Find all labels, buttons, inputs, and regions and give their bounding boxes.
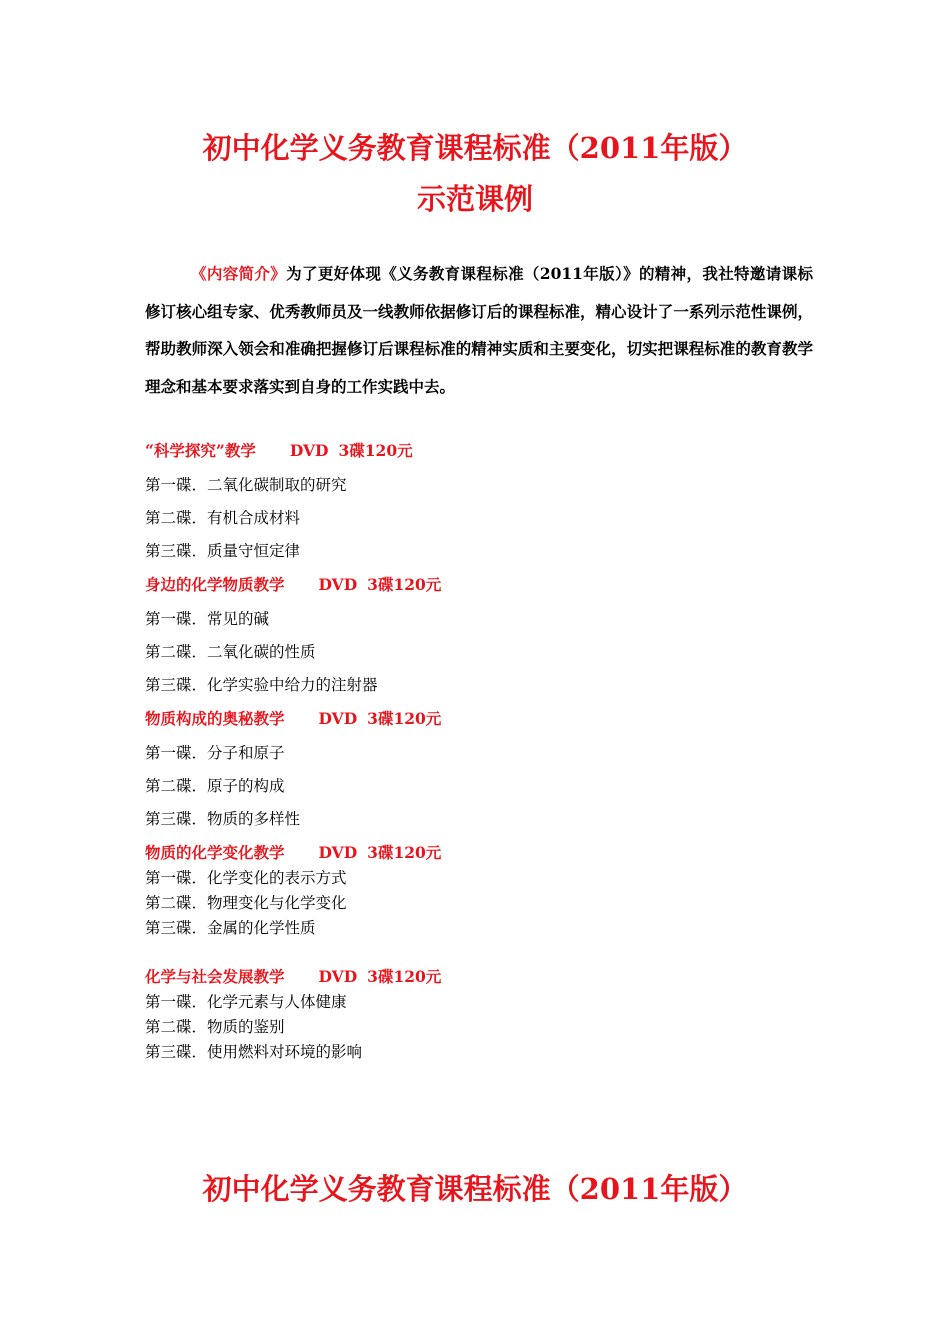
section-heading bbox=[145, 574, 441, 596]
section-name: 身边的化学物质教学 bbox=[145, 575, 285, 594]
disc-item: 第二碟．二氧化碳的性质 bbox=[145, 643, 316, 661]
disc-item: 第一碟．常见的碱 bbox=[145, 610, 270, 628]
document-title-repeat: 初中化学义务教育课程标准（2011年版） bbox=[202, 1172, 748, 1206]
section-format: DVD bbox=[318, 575, 358, 594]
section-price: 3碟120元 bbox=[367, 843, 442, 862]
disc-item: 第二碟．有机合成材料 bbox=[145, 509, 301, 527]
disc-item: 第三碟．质量守恒定律 bbox=[145, 542, 301, 560]
document-title: 初中化学义务教育课程标准（2011年版） bbox=[202, 131, 748, 165]
section-heading bbox=[145, 966, 441, 988]
disc-item: 第三碟．化学实验中给力的注射器 bbox=[145, 676, 378, 694]
section-heading bbox=[145, 708, 441, 730]
section-heading bbox=[145, 842, 441, 864]
disc-item: 第一碟．二氧化碳制取的研究 bbox=[145, 476, 347, 494]
disc-item: 第三碟．物质的多样性 bbox=[145, 810, 301, 828]
section-price: 3碟120元 bbox=[367, 709, 442, 728]
section-name: “科学探究”教学 bbox=[145, 441, 256, 460]
section-price: 3碟120元 bbox=[367, 575, 442, 594]
section-heading bbox=[145, 440, 413, 462]
disc-item: 第三碟．使用燃料对环境的影响 bbox=[145, 1043, 363, 1061]
section-format: DVD bbox=[318, 967, 358, 986]
intro-paragraph bbox=[145, 255, 813, 405]
disc-item: 第一碟．分子和原子 bbox=[145, 744, 285, 762]
disc-item: 第二碟．物质的鉴别 bbox=[145, 1018, 285, 1036]
section-name: 化学与社会发展教学 bbox=[145, 967, 285, 986]
section-format: DVD bbox=[318, 843, 358, 862]
disc-item: 第二碟．原子的构成 bbox=[145, 777, 285, 795]
intro-text: 为了更好体现《义务教育课程标准（2011年版）》的精神，我社特邀请课标修订核心组专家、优秀教师员及一线教师依据修订后的课程标准，精心设计了一系列示范性课例，帮助教师深入领会和准确把握修订后课程标准的精神实质和主要变化，切实把课程标准的教育教学理念和基本要求落实到自身的工作实践中去。 bbox=[145, 264, 813, 396]
section-format: DVD bbox=[318, 709, 358, 728]
section-format: DVD bbox=[289, 441, 329, 460]
disc-item: 第三碟．金属的化学性质 bbox=[145, 919, 316, 937]
intro-tag: 《内容简介》 bbox=[191, 264, 287, 283]
document-subtitle: 示范课例 bbox=[416, 182, 533, 216]
disc-item: 第一碟．化学变化的表示方式 bbox=[145, 869, 347, 887]
section-name: 物质构成的奥秘教学 bbox=[145, 709, 285, 728]
section-price: 3碟120元 bbox=[338, 441, 413, 460]
disc-item: 第一碟．化学元素与人体健康 bbox=[145, 993, 347, 1011]
section-name: 物质的化学变化教学 bbox=[145, 843, 285, 862]
disc-item: 第二碟．物理变化与化学变化 bbox=[145, 894, 347, 912]
section-price: 3碟120元 bbox=[367, 967, 442, 986]
